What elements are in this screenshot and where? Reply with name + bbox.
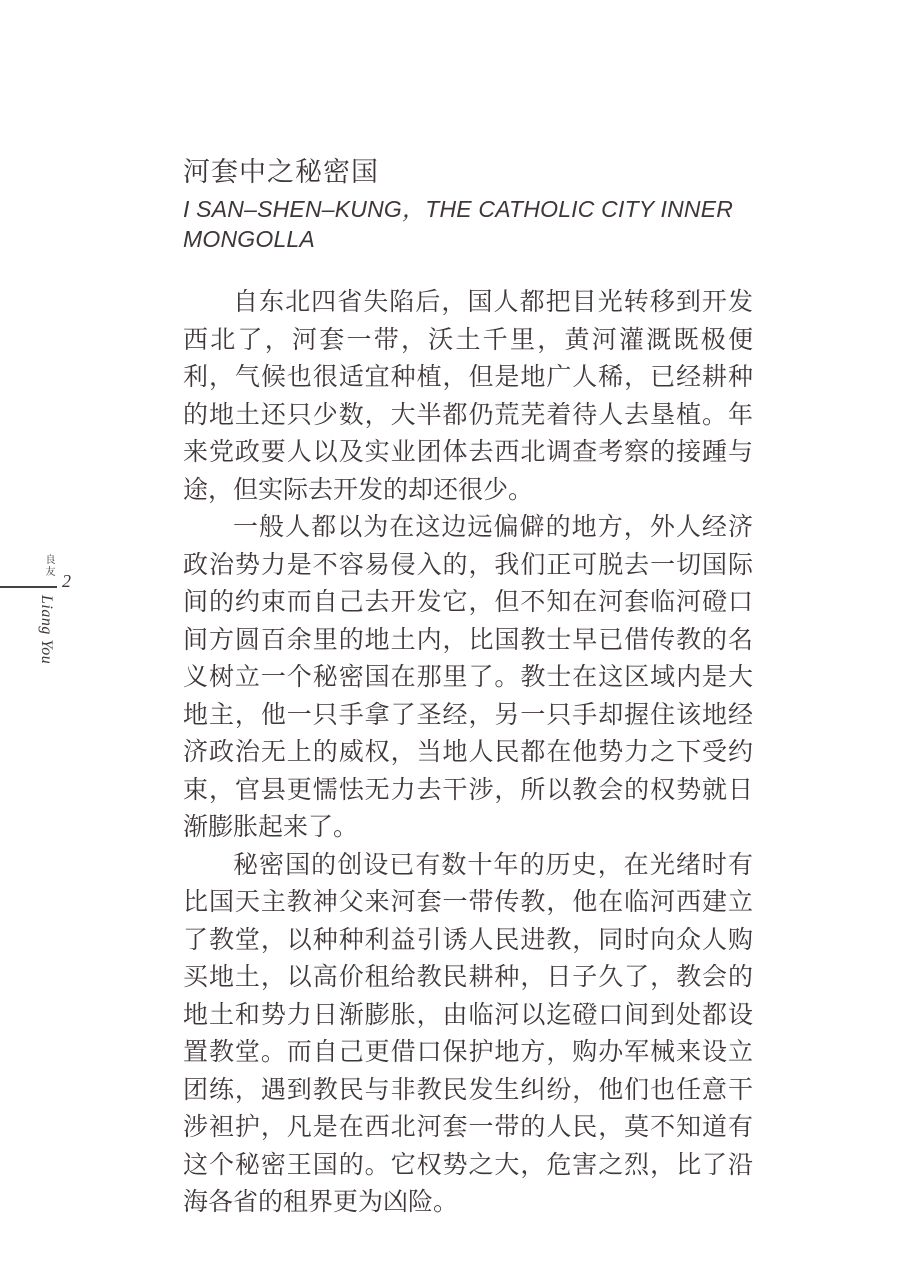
article-title-en-line2: MONGOLLA	[183, 226, 315, 252]
margin-rule	[0, 586, 57, 588]
article-title-en-line1: I SAN–SHEN–KUNG，THE CATHOLIC CITY INNER	[183, 196, 734, 222]
body-paragraph-2: 一般人都以为在这边远偏僻的地方，外人经济政治势力是不容易侵入的，我们正可脱去一切国际间的约束而自己去开发它，但不知在河套临河磴口间方圆百余里的地土内，比国教士早已借传教的名义树立一个秘密国在那里了。教士在这区域内是大地主，他一只手拿了圣经，另一只手却握住该地经济政治无上的威权，当地人民都在他势力之下受约束，官县更懦怯无力去干涉，所以教会的权势就日渐膨胀起来了。	[183, 514, 753, 841]
article-title-en	[183, 194, 753, 254]
article-column	[183, 155, 753, 1222]
body-paragraph-1: 自东北四省失陷后，国人都把目光转移到开发西北了，河套一带，沃土千里，黄河灌溉既极便利，气候也很适宜种植，但是地广人稀，已经耕种的地土还只少数，大半都仍荒芜着待人去垦植。年来党政要人以及实业团体去西北调查考察的接踵与途，但实际去开发的却还很少。	[183, 289, 753, 504]
page-number: 2	[62, 571, 71, 591]
body-paragraph-3: 秘密国的创设已有数十年的历史，在光绪时有比国天主教神父来河套一带传教，他在临河西建立了教堂，以种种利益引诱人民进教，同时向众人购买地土，以高价租给教民耕种，日子久了，教会的地土和势力日渐膨胀，由临河以迄磴口间到处都设置教堂。而自己更借口保护地方，购办军械来设立团练，遇到教民与非教民发生纠纷，他们也任意干涉袒护，凡是在西北河套一带的人民，莫不知道有这个秘密王国的。它权势之大，危害之烈，比了沿海各省的租界更为凶险。	[183, 851, 753, 1216]
article-title-cn: 河套中之秘密国	[183, 157, 379, 187]
magazine-name-cn-vertical: 良友	[43, 554, 54, 578]
magazine-name-en-vertical: Liang You	[38, 595, 55, 665]
